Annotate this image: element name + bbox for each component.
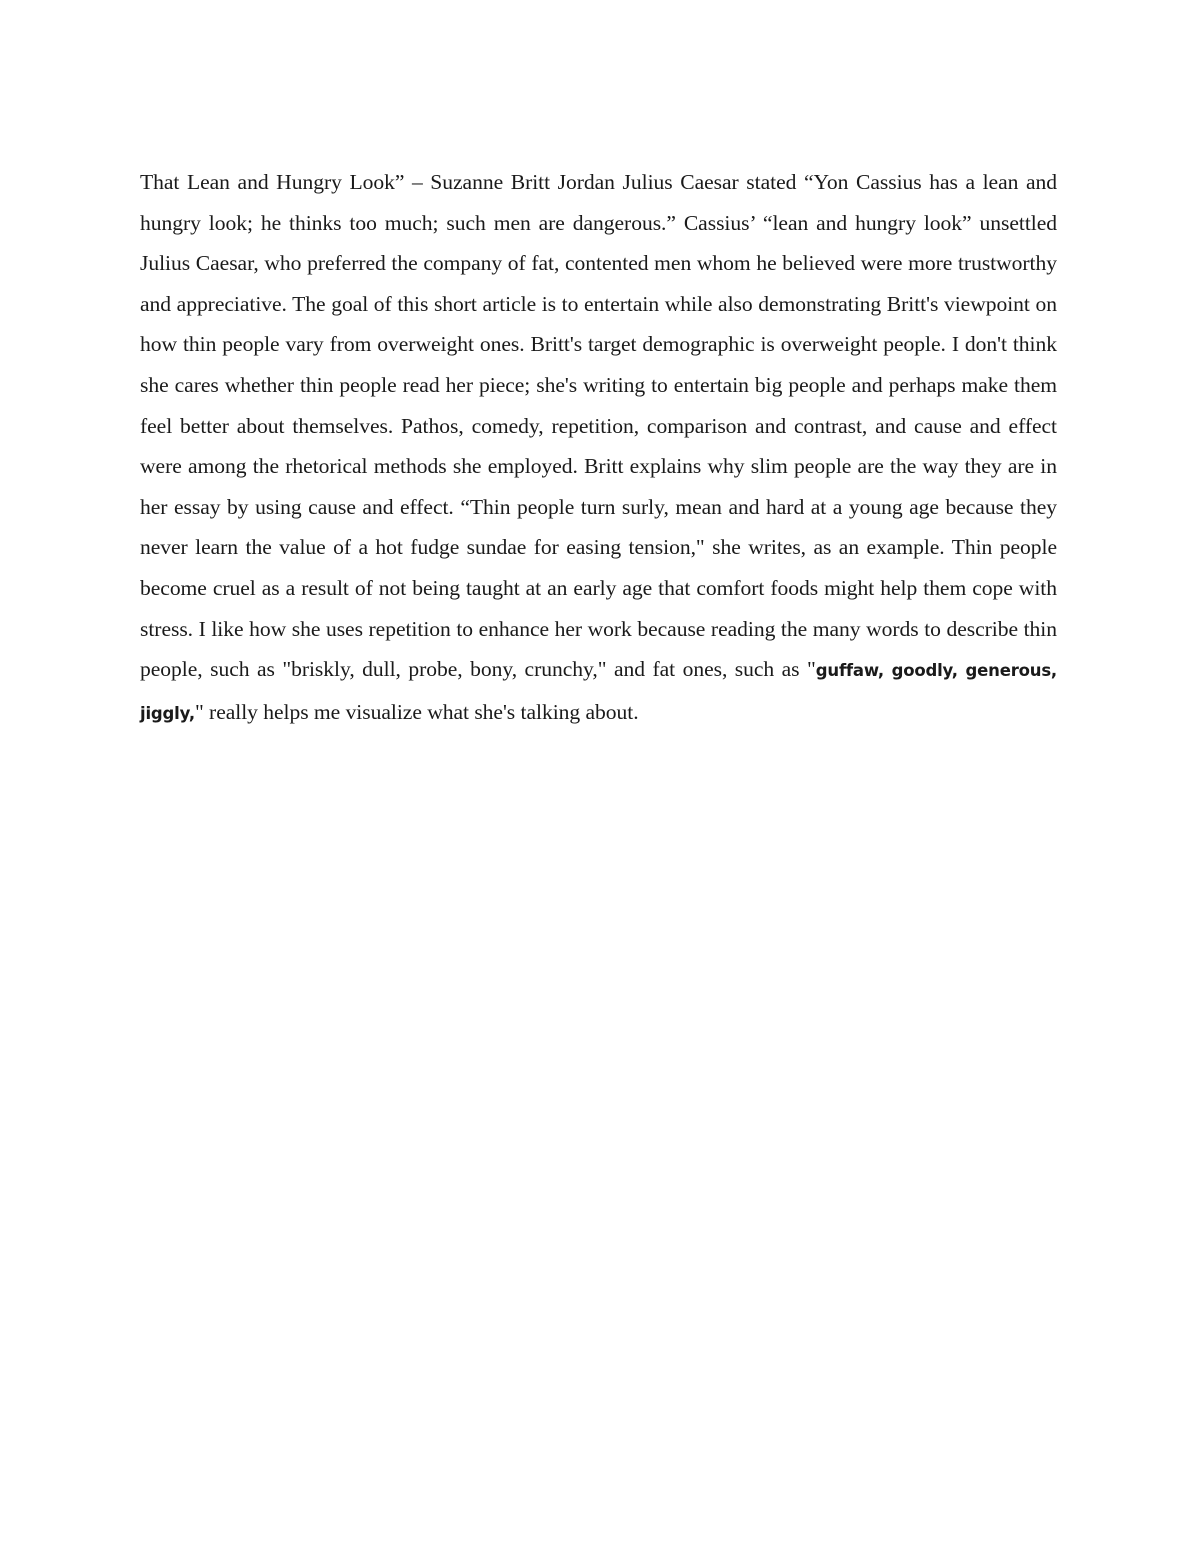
paragraph-text-main: That Lean and Hungry Look” – Suzanne Britt Jordan Julius Caesar stated “Yon Cassius has a lean and hungry look; he thinks too much; such men are dangerous.” Cassius’ “lean and hungry look” unsettled Julius Caesar, who preferred the company of fat, contented men whom he believed were more trustworthy and appreciative. The goal of this short article is to entertain while also demonstrating Britt's viewpoint on how thin people vary from overweight ones. Britt's target demographic is overweight people. I don't think she cares whether thin people read her piece; she's writing to entertain big people and perhaps make them feel better about themselves. Pathos, comedy, repetition, comparison and contrast, and cause and effect were among the rhetorical methods she employed. Britt explains why slim people are the way they are in her essay by using cause and effect. “Thin people turn surly, mean and hard at a young age because they never learn the value of a hot fudge sundae for easing tension," she writes, as an example. Thin people become cruel as a result of not being taught at an early age that comfort foods might help them cope with stress. I like how she uses repetition to enhance her work because reading the many words to describe thin people, such as "briskly, dull, probe, bony, crunchy," and fat ones, such as " — [140, 170, 1057, 682]
essay-paragraph — [140, 162, 1057, 734]
paragraph-emphasized-words: guffaw, goodly, generous, jiggly, — [140, 661, 1058, 723]
paragraph-text-end: " really helps me visualize what she's talking about. — [194, 699, 639, 724]
